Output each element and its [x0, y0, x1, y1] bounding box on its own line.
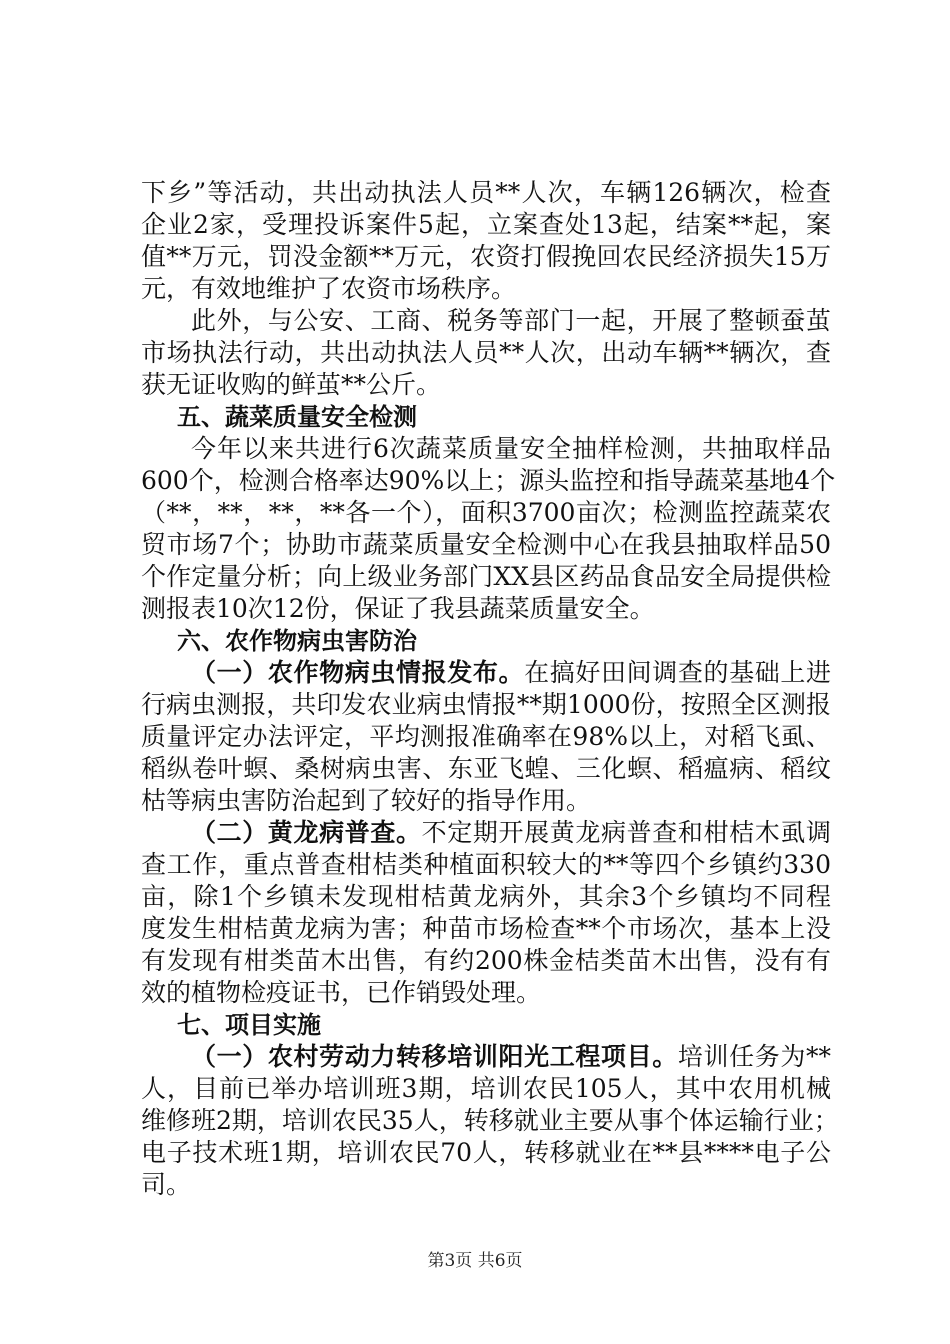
text-line: 查工作，重点普查柑桔类种植面积较大的**等四个乡镇约330 — [141, 850, 831, 879]
text-line: 下乡”等活动，共出动执法人员**人次，车辆126辆次，检查 — [141, 178, 831, 207]
text-line: 电子技术班1期，培训农民70人，转移就业在**县****电子公 — [141, 1138, 831, 1167]
section-heading: 五、蔬菜质量安全检测 — [177, 403, 417, 431]
text-line: 行病虫测报，共印发农业病虫情报**期1000份，按照全区测报 — [141, 690, 831, 719]
text-line: 元，有效地维护了农资市场秩序。 — [141, 274, 517, 303]
text-line: 贸市场7个；协助市蔬菜质量安全检测中心在我县抽取样品50 — [141, 530, 831, 559]
text-line: 亩，除1个乡镇未发现柑桔黄龙病外，其余3个乡镇均不同程 — [141, 882, 831, 911]
subsection-lead: （一）农作物病虫情报发布。 — [191, 658, 525, 687]
text-line: 有发现有柑类苗木出售，有约200株金桔类苗木出售，没有有 — [141, 946, 831, 975]
text-line: （**，**，**，**各一个），面积3700亩次；检测监控蔬菜农 — [141, 498, 831, 527]
text-line — [141, 657, 831, 689]
text-line: 市场执法行动，共出动执法人员**人次，出动车辆**辆次，查 — [141, 338, 831, 367]
subsection-lead: （一）农村劳动力转移培训阳光工程项目。 — [191, 1042, 678, 1071]
text-line: 获无证收购的鲜茧**公斤。 — [141, 370, 442, 399]
text-line: 枯等病虫害防治起到了较好的指导作用。 — [141, 786, 592, 815]
text-line — [141, 1041, 831, 1073]
text-line: 司。 — [141, 1170, 192, 1199]
text-span: 不定期开展黄龙病普查和柑桔木虱调 — [421, 818, 831, 847]
document-body — [141, 177, 839, 1201]
text-line: 维修班2期，培训农民35人，转移就业主要从事个体运输行业； — [141, 1106, 839, 1135]
text-line: 测报表10次12份，保证了我县蔬菜质量安全。 — [141, 594, 655, 623]
subsection-lead: （二）黄龙病普查。 — [191, 818, 422, 847]
text-line — [141, 817, 831, 849]
page-footer: 第3页 共6页 — [427, 1251, 523, 1271]
text-line: 稻纵卷叶螟、桑树病虫害、东亚飞蝗、三化螟、稻瘟病、稻纹 — [141, 754, 831, 783]
text-span: 在搞好田间调查的基础上进 — [524, 658, 831, 687]
section-heading: 六、农作物病虫害防治 — [177, 627, 417, 655]
text-line: 个作定量分析；向上级业务部门XX县区药品食品安全局提供检 — [141, 562, 831, 591]
text-line: 企业2家，受理投诉案件5起，立案查处13起，结案**起，案 — [141, 210, 831, 239]
text-line: 此外，与公安、工商、税务等部门一起，开展了整顿蚕茧 — [191, 306, 831, 335]
text-line: 质量评定办法评定，平均测报准确率在98%以上，对稻飞虱、 — [141, 722, 831, 751]
text-line: 人，目前已举办培训班3期，培训农民105人，其中农用机械 — [141, 1074, 831, 1103]
text-line: 今年以来共进行6次蔬菜质量安全抽样检测，共抽取样品 — [191, 434, 831, 463]
text-line: 值**万元，罚没金额**万元，农资打假挽回农民经济损失15万 — [141, 242, 831, 271]
text-line: 效的植物检疫证书，已作销毁处理。 — [141, 978, 542, 1007]
section-heading: 七、项目实施 — [177, 1011, 321, 1039]
text-line: 600个，检测合格率达90%以上；源头监控和指导蔬菜基地4个 — [141, 466, 836, 495]
text-span: 培训任务为** — [677, 1042, 831, 1071]
text-line: 度发生柑桔黄龙病为害；种苗市场检查**个市场次，基本上没 — [141, 914, 831, 943]
